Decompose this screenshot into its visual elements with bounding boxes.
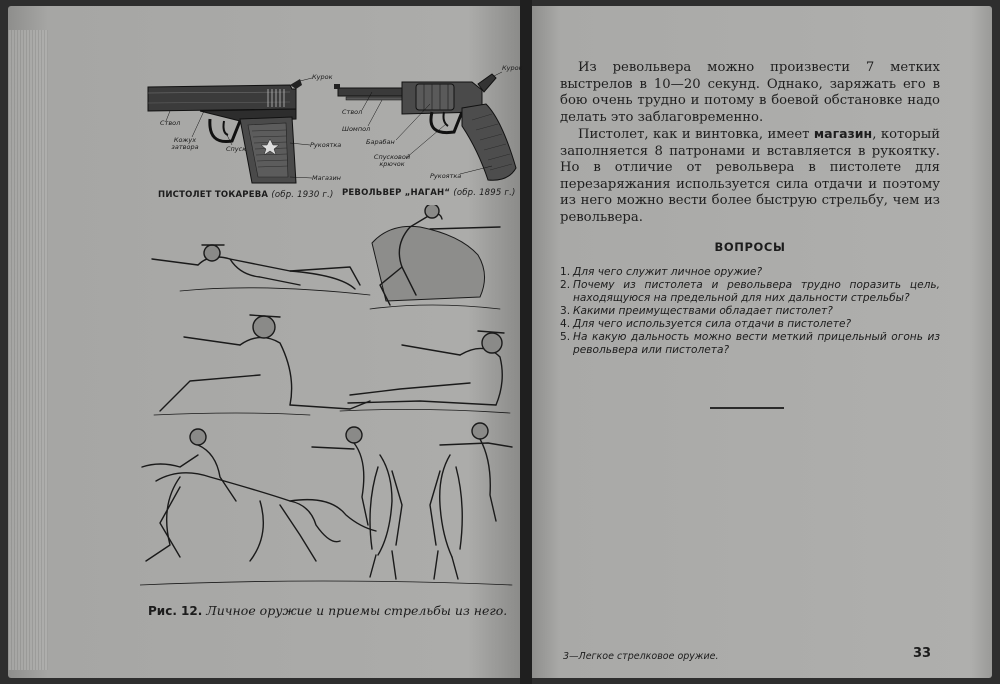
paragraph-revolver: Из револьвера можно произвести 7 метких выстрелов в 10—20 секунд. Однако, заряжать его в бою очень трудно и потому в боевой обстановке надо делать это заблаговременно. xyxy=(560,60,940,125)
paragraph-pistol: Пистолет, как и винтовка, имеет магазин, который заполняется 8 патронами и вставляется в рукоятку. Но в отличие от револьвера в пистолете для перезаряжания используется сила отдачи и поэтому из него можно вести более быструю стрельбу, чем из револьвера. xyxy=(560,126,940,225)
question-item: 3. Какими преимуществами обладает пистолет? xyxy=(560,305,833,317)
questions-list xyxy=(560,266,940,357)
term-magazine: магазин xyxy=(813,126,873,141)
section-divider xyxy=(710,407,784,409)
pistol-label-slide: Кожух затвора xyxy=(171,136,199,151)
question-item: 4. Для чего используется сила отдачи в пистолете? xyxy=(560,318,852,330)
figure-caption-text: Личное оружие и приемы стрельбы из него. xyxy=(206,603,508,618)
pistol-tokarev-illustration xyxy=(140,73,342,185)
pistol-label-grip: Рукоятка xyxy=(310,141,342,149)
question-item: 1. Для чего служит личное оружие? xyxy=(560,266,763,278)
page-number: 33 xyxy=(913,646,932,661)
revolver-title: РЕВОЛЬВЕР „НАГАН“ (обр. 1895 г.) xyxy=(342,188,516,198)
revolver-label-cylinder: Барабан xyxy=(366,138,395,146)
revolver-label-hammer: Курок xyxy=(502,64,523,72)
pistol-label-hammer: Курок xyxy=(312,73,333,81)
revolver-label-ramrod: Шомпол xyxy=(342,125,371,133)
page-edges xyxy=(8,30,48,670)
pistol-label-magazine: Магазин xyxy=(312,174,341,182)
pistol-title: ПИСТОЛЕТ ТОКАРЕВА (обр. 1930 г.) xyxy=(158,190,334,200)
figure-caption xyxy=(148,603,508,618)
revolver-label-grip: Рукоятка xyxy=(430,172,462,180)
revolver-label-barrel: Ствол xyxy=(342,108,363,116)
body-text xyxy=(560,60,940,226)
revolver-nagant-illustration xyxy=(332,64,523,185)
pistol-label-trigger: Спуск xyxy=(226,145,247,153)
revolver-label-trigger: Спусковой крючок xyxy=(373,153,411,168)
page-footer: 3—Легкое стрелковое оружие. xyxy=(563,651,719,662)
pistol-label-barrel: Ствол xyxy=(160,119,181,127)
questions-heading: ВОПРОСЫ xyxy=(714,240,786,254)
question-item: 5. На какую дальность можно вести меткий прицельный огонь из револьвера или пистолета? xyxy=(560,331,940,356)
question-item: 2. Почему из пистолета и револьвера трудно поразить цель, находящуюся на предельной для них дальности стрельбы? xyxy=(560,279,940,304)
figure-number: Рис. 12. xyxy=(148,604,203,618)
shooting-positions-illustration xyxy=(140,205,520,595)
